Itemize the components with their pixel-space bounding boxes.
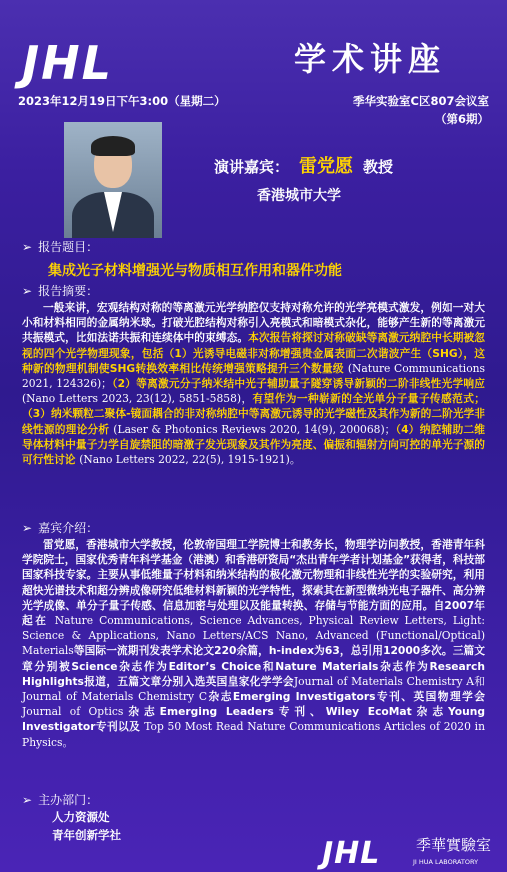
arrow-icon: ➢ xyxy=(22,284,33,298)
lab-name-en: JI HUA LABORATORY xyxy=(413,858,479,866)
page-title: 学术讲座 xyxy=(294,40,447,78)
abstract-text: 一般来讲，宏观结构对称的等离激元光学纳腔仅支持对称允许的光学亮模式激发，例如一对大小和材料相同的金属纳米球。打破光腔结构对称引入亮模式和暗模式杂化，能够产生新的等离激元共振模式，比如法诺共振和连续体中的束缚态。本次报告将探讨对称破缺等离激元纳腔中长期被忽视的四个光学物理现象，包括（1）光诱导电磁非对称增强贵金属表面二次谐波产生（SHG），这种新的物理机制使SHG转换效率相比传统增强策略提升三个数量级 (Nature Communications 2021, 124326)；（2）等离激元分子纳米结中光子辅助量子隧穿诱导新颖的二阶非线性光学响应 (Nano Letters 2023, 23(12), 5851-5858)，有望作为一种崭新的全光单分子量子传感范式；（3）纳米颗粒二聚体-镜面耦合的非对称纳腔中等离激元诱导的光学磁性及其作为新的二阶光学非线性源的理论分析 (Laser & Photonics Reviews 2020, 14(9), 200068)；（4）纳腔辅助二维导体材料中量子力学自旋禁阻的暗激子发光现象及其作为亮度、偏振和辐射方向可控的单光子源的可行性讨论 (Nano Letters 2022, 22(5), 1915-1921)。 xyxy=(22,301,485,467)
organizer-2: 青年创新学社 xyxy=(52,828,121,842)
organizer-1: 人力资源处 xyxy=(52,810,110,824)
speaker-name: 雷党愿 xyxy=(299,156,354,177)
topic-heading: ➢ 报告题目： xyxy=(22,240,99,254)
issue-number: （第6期） xyxy=(434,112,489,126)
organizer-heading: ➢ 主办部门： xyxy=(22,793,99,807)
footer-logo: JHL xyxy=(322,836,381,871)
speaker-photo xyxy=(64,122,162,238)
speaker-title: 教授 xyxy=(363,158,394,176)
talk-topic: 集成光子材料增强光与物质相互作用和器件功能 xyxy=(48,263,342,279)
header xyxy=(0,0,507,90)
arrow-icon: ➢ xyxy=(22,240,33,254)
arrow-icon: ➢ xyxy=(22,793,33,807)
speaker-label: 演讲嘉宾： xyxy=(214,158,290,176)
bio-text: 雷党愿，香港城市大学教授，伦敦帝国理工学院博士和教务长，物理学访问教授，香港青年科学院院士，国家优秀青年科学基金（港澳）和香港研资局“杰出青年学者计划基金”获得者，科技部国家科技专家。主要从事低维量子材料和纳米结构的极化激元物理和非线性光学的实验研究，利用超快光谱技术和超分辨成像研究低维材料新颖的光学特性，探索其在新型微纳光电子器件、高分辨光学成像、单分子量子传感、信息加密与处理以及能量转换、存储与节能方面的应用。自2007年起在 Nature Communications, Science Advances, Physical Review Letters, Light: Science & Applications, Nano Letters/ACS Nano, Advanced (Functional/Optical) Materials等国际一流期刊发表学术论文220余篇，h-index为63，总引用12000多次。三篇文章分别被Science杂志作为Editor’s Choice和Nature Materials杂志作为Research Highlights报道，五篇文章分别入选英国皇家化学学会Journal of Materials Chemistry A和Journal of Materials Chemistry C杂志Emerging Investigators专刊、英国物理学会Journal of Optics杂志Emerging Leaders专刊、Wiley EcoMat杂志Young Investigator专刊以及 Top 50 Most Read Nature Communications Articles of 2020 in Physics。 xyxy=(22,538,486,749)
speaker-affiliation: 香港城市大学 xyxy=(257,188,341,204)
event-venue: 季华实验室C区807会议室 xyxy=(353,94,489,108)
jhl-logo: JHL xyxy=(22,36,113,90)
arrow-icon: ➢ xyxy=(22,521,33,535)
abstract-heading: ➢ 报告摘要： xyxy=(22,284,99,298)
speaker-line xyxy=(214,152,393,178)
bio-heading: ➢ 嘉宾介绍： xyxy=(22,521,99,535)
lab-name-cn: 季華實驗室 xyxy=(416,836,492,854)
event-date: 2023年12月19日下午3:00（星期二） xyxy=(18,94,226,108)
